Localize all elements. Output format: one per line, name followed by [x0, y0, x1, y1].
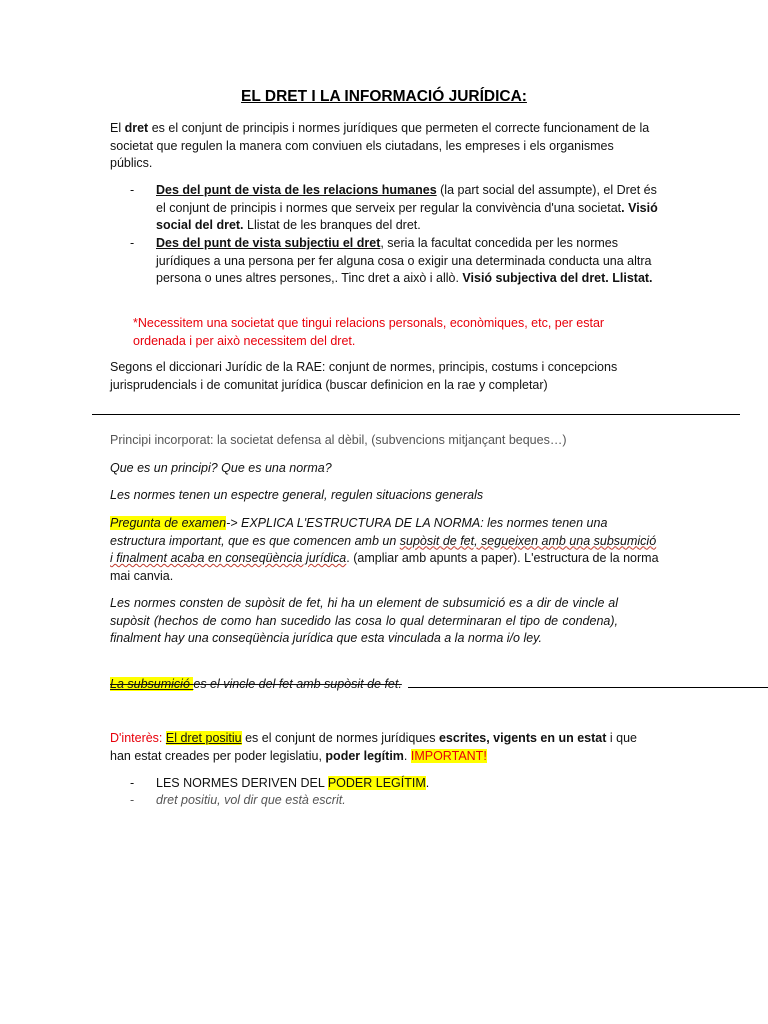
subsumicio-line	[110, 676, 650, 694]
exam-highlight: Pregunta de examen	[110, 516, 227, 530]
intro-text-rest: es el conjunt de principis i normes jurídiques que permeten el correcte funcionament de la societat que regulen la manera com conviuen els ciutadans, les empreses i els organismes públics.	[110, 121, 650, 170]
interes-text-3: .	[403, 748, 411, 763]
intro-bold-dret: dret	[124, 121, 149, 135]
intro-text-start: El	[110, 121, 125, 135]
consten-paragraph: Les normes consten de supòsit de fet, hi ha un element de subsumició es a dir de vincle al supòsit (hechos de como han sucedido las cosa lo qual determinaran el tipo de condena), finalment hay una conseqüència jurídica que esta vinculada a la norma i/o ley.	[110, 596, 618, 645]
bullet-tail: Llistat de les branques del dret.	[243, 218, 421, 232]
interes-text-2: i que han estat creades per poder legislatiu,	[110, 731, 637, 763]
bullet-text: (la part social del assumpte), el Dret és el conjunt de principis i normes que serveix per regular la convivència d'una societat	[156, 183, 657, 215]
list-item	[130, 792, 660, 810]
principi-line: Principi incorporat: la societat defensa al dèbil, (subvencions mitjançant beques…)	[110, 433, 567, 447]
question-line: Que es un principi? Que es una norma?	[110, 461, 332, 475]
bullet-bold: . Visió social del dret.	[156, 200, 658, 232]
bullet-lead: Des del punt de vista subjectiu el dret	[156, 236, 381, 250]
interes-paragraph	[110, 730, 650, 765]
intro-paragraph	[110, 120, 650, 173]
document-title: EL DRET I LA INFORMACIÓ JURÍDICA:	[241, 88, 527, 105]
exam-wavy-text: supòsit de fet, segueixen amb una subsumició i finalment acaba en conseqüència jurídica	[110, 533, 657, 565]
rae-paragraph: Segons el diccionari Jurídic de la RAE: conjunt de normes, principis, costums i concepcions jurisprudencials i de comunitat jurídica (buscar definicion en la rae y completar)	[110, 360, 618, 392]
exam-text-end: . (ampliar amb apunts a paper). L'estructura de la norma mai canvia.	[110, 551, 659, 583]
interes-bold-2: poder legítim	[325, 748, 404, 763]
red-note: *Necessitem una societat que tingui relacions personals, econòmiques, etc, per estar ordenada i per això necessitem del dret.	[133, 316, 605, 348]
general-line: Les normes tenen un espectre general, regulen situacions generals	[110, 488, 484, 502]
exam-paragraph	[110, 515, 662, 585]
bullet-dash: -	[130, 183, 135, 197]
exam-text: -> EXPLICA L'ESTRUCTURA DE LA NORMA: les normes tenen una estructura important, que es que comencen amb un	[110, 516, 608, 548]
bullet-lead: Des del punt de vista de les relacions humanes	[156, 183, 437, 197]
subsumicio-text: es el vincle del fet amb supòsit de fet.	[193, 677, 402, 691]
bullet-tail: .	[425, 776, 430, 790]
bullet-dash: -	[130, 236, 135, 250]
bullet-text: dret positiu, vol dir que està escrit.	[156, 793, 346, 807]
bullet-dash: -	[130, 776, 135, 790]
interes-bold: escrites, vigents en un estat	[438, 731, 607, 745]
horizontal-rule-short	[408, 687, 768, 688]
interes-text: es el conjunt de normes jurídiques	[241, 731, 439, 745]
list-item	[130, 182, 660, 235]
list-item	[130, 775, 660, 793]
bullet-dash: -	[130, 793, 135, 807]
subsumicio-highlight: La subsumició	[110, 677, 194, 691]
bullet-highlight: PODER LEGÍTIM	[327, 776, 426, 790]
list-item	[130, 235, 660, 288]
bullet-text: , seria la facultat concedida per les normes jurídiques a una persona per fer alguna cosa o exigir una determinada conducta una altra persona o unes altres persones,. Tinc dret a això i allò.	[156, 236, 652, 285]
bullet-text: LES NORMES DERIVEN DEL	[156, 776, 328, 790]
interes-highlight: El dret positiu	[165, 731, 242, 745]
bullet-bold: Visió subjectiva del dret. Llistat.	[462, 271, 653, 285]
interes-label: D'interès:	[110, 731, 166, 745]
important-badge: IMPORTANT!	[410, 748, 487, 763]
horizontal-rule	[92, 414, 740, 415]
